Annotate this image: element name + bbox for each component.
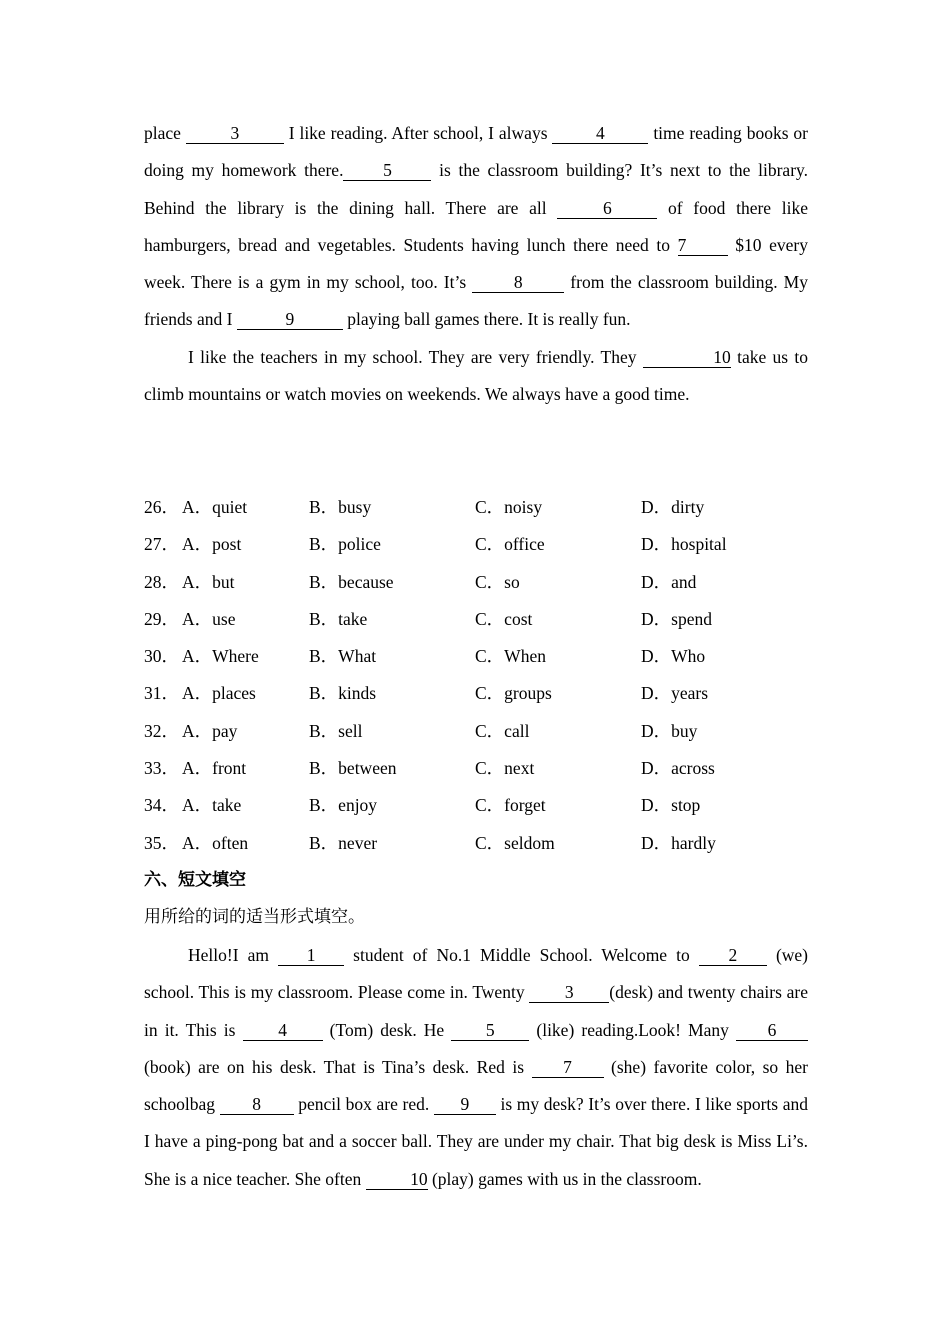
option-d: D．buy: [641, 720, 698, 741]
blank-9: 9: [237, 309, 343, 330]
fill-paragraph: Hello!I am 1 student of No.1 Middle School. Welcome to 2 (we) school. This is my classroom. Please come in. Twenty 3 (desk) and twenty chairs are in it. This is 4 (Tom) desk. He 5 (like) reading.Look! Many 6 (book) are on his desk. That is Tina’s desk. Red is 7 (she) favorite color, so her schoolbag 8 pencil box are red. 9 is my desk? It’s over there. I like sports and I have a ping-pong bat and a soccer ball. They are under my chair. That big desk is Miss Li’s. She is a nice teacher. She often 10 (play) games with us in the classroom.: [144, 945, 809, 1189]
question-row: [144, 825, 808, 862]
option-d: D．stop: [641, 795, 701, 816]
fill-blank-10: 10: [366, 1169, 428, 1190]
option-d: D．and: [641, 571, 697, 592]
fill-blank-8: 8: [220, 1094, 294, 1115]
option-c: C．next: [475, 758, 535, 779]
option-b: B．take: [309, 608, 368, 629]
option-d: D．across: [641, 758, 715, 779]
option-c: C．seldom: [475, 832, 555, 853]
option-a: A．post: [182, 534, 242, 555]
question-number: 32．: [144, 720, 179, 741]
option-c: C．forget: [475, 795, 546, 816]
option-a: A．pay: [182, 720, 238, 741]
option-a: A．take: [182, 795, 242, 816]
option-b: B．What: [309, 646, 377, 667]
question-row: [144, 750, 808, 787]
question-row: [144, 601, 808, 638]
fill-blank-7: 7: [532, 1057, 604, 1078]
fill-blank-3: 3: [529, 982, 609, 1003]
option-b: B．because: [309, 571, 394, 592]
question-options: [144, 489, 808, 862]
option-b: B．never: [309, 832, 378, 853]
option-d: D．spend: [641, 608, 712, 629]
option-c: C．groups: [475, 683, 552, 704]
option-a: A．use: [182, 608, 236, 629]
question-number: 27．: [144, 534, 179, 555]
option-c: C．cost: [475, 608, 533, 629]
option-d: D．hardly: [641, 832, 716, 853]
option-c: C．so: [475, 571, 520, 592]
section-6-header: [144, 862, 808, 937]
blank-7: 7: [678, 235, 728, 256]
option-b: B．kinds: [309, 683, 377, 704]
question-row: [144, 489, 808, 526]
option-d: D．Who: [641, 646, 706, 667]
option-b: B．police: [309, 534, 381, 555]
blank-10: 10: [643, 347, 731, 368]
question-number: 34．: [144, 795, 179, 816]
question-number: 29．: [144, 608, 179, 629]
blank-4: 4: [552, 123, 648, 144]
question-row: [144, 526, 808, 563]
cloze-passage: [144, 115, 808, 413]
cloze-paragraph-1: place 3 I like reading. After school, I always 4 time reading books or doing my homework there. 5 is the classroom building? It’s next to the library. Behind the library is the dining hall. There are all 6 of food there like hamburgers, bread and vegetables. Students having lunch there need to 7 $10 every week. There is a gym in my school, too. It’s 8 from the classroom building. My friends and I 9 playing ball games there. It is really fun.: [144, 123, 809, 330]
option-a: A．front: [182, 758, 247, 779]
cloze-paragraph-2: I like the teachers in my school. They are very friendly. They 10 take us to climb mountains or watch movies on weekends. We always have a good time.: [144, 346, 808, 405]
option-d: D．dirty: [641, 497, 705, 517]
question-number: 35．: [144, 832, 179, 853]
option-b: B．enjoy: [309, 795, 378, 816]
option-a: A．but: [182, 571, 235, 592]
question-row: [144, 787, 808, 824]
option-a: A．quiet: [182, 497, 248, 517]
option-a: A．often: [182, 832, 249, 853]
blank-5: 5: [343, 160, 431, 181]
option-b: B．between: [309, 758, 397, 779]
option-a: A．places: [182, 683, 256, 704]
option-c: C．When: [475, 646, 546, 667]
option-a: A．Where: [182, 646, 259, 667]
fill-blank-4: 4: [243, 1020, 323, 1041]
option-c: C．call: [475, 720, 530, 741]
blank-6: 6: [557, 198, 657, 219]
option-c: C．noisy: [475, 497, 543, 517]
blank-8: 8: [472, 272, 564, 293]
blank-3: 3: [186, 123, 284, 144]
fill-blank-1: 1: [278, 945, 344, 966]
fill-blank-6: 6: [736, 1020, 808, 1041]
question-number: 28．: [144, 571, 179, 592]
option-b: B．busy: [309, 497, 372, 517]
question-row: [144, 564, 808, 601]
fill-blank-5: 5: [451, 1020, 529, 1041]
question-number: 30．: [144, 646, 179, 667]
question-row: [144, 713, 808, 750]
question-row: [144, 675, 808, 712]
fill-in-passage: [144, 937, 808, 1198]
option-b: B．sell: [309, 720, 363, 741]
question-number: 33．: [144, 758, 179, 779]
option-c: C．office: [475, 534, 545, 555]
section-instruction: 用所给的词的适当形式填空。: [144, 907, 365, 928]
option-d: D．hospital: [641, 534, 727, 555]
question-number: 31．: [144, 683, 179, 704]
fill-blank-2: 2: [699, 945, 767, 966]
question-row: [144, 638, 808, 675]
question-number: 26．: [144, 497, 179, 517]
option-d: D．years: [641, 683, 709, 704]
fill-blank-9: 9: [434, 1094, 496, 1115]
section-heading: 六、短文填空: [144, 870, 246, 890]
